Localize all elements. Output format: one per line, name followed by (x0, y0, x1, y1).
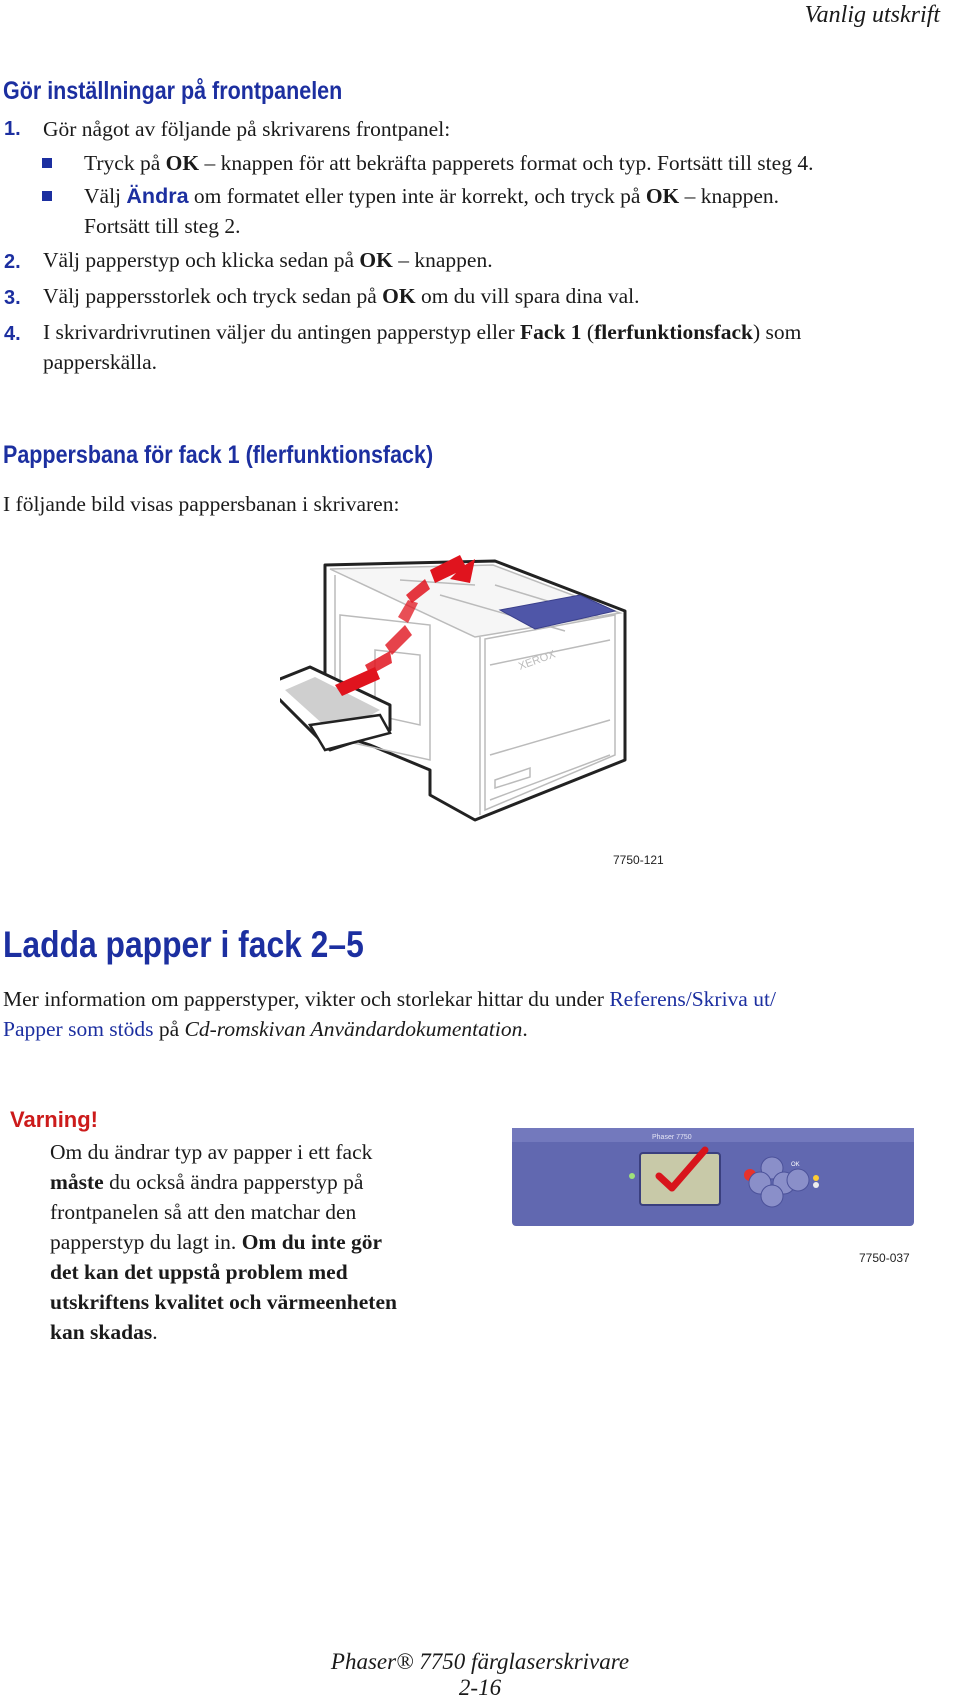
step-text: Välj pappersstorlek och tryck sedan på OK om du vill spara dina val. (43, 284, 640, 308)
panel-brand: Phaser 7750 (652, 1134, 692, 1141)
bullet-text: Tryck på OK – knappen för att bekräfta papperets format och typ. Fortsätt till steg 4. (84, 151, 814, 175)
panel-caption: 7750-037 (859, 1251, 910, 1265)
section-heading-paper-path: Pappersbana för fack 1 (flerfunktionsfack) (3, 441, 434, 469)
bullet-text: Välj Ändra om formatet eller typen inte är korrekt, och tryck på OK – knappen. (84, 184, 779, 208)
frontpanel-steps (0, 114, 960, 404)
step-text: Gör något av följande på skrivarens frontpanel: (43, 117, 451, 141)
step-number: 4. (4, 323, 21, 345)
section-heading-load-paper: Ladda papper i fack 2–5 (3, 924, 364, 965)
bullet-square (42, 191, 52, 201)
xerox-logo-text: XEROX (516, 648, 558, 673)
warning-label: Varning! (10, 1107, 99, 1132)
section-heading-frontpanel: Gör inställningar på frontpanelen (3, 77, 343, 105)
ok-button-icon (787, 1169, 809, 1191)
footer (0, 1649, 960, 1701)
front-panel-illustration (512, 1128, 914, 1226)
load-paper-paragraph: Mer information om papperstyper, vikter och storlekar hittar du under Referens/Skriva ut/ Papper som stöds på Cd-romskivan Användardokumentation. (3, 987, 776, 1041)
warning-text: Om du ändrar typ av papper i ett fack måste du också ändra papperstyp på frontpanelen så att den matchar den papperstyp du lagt in. Om du inte gör det kan det uppstå problem med utskriftens kvalitet och värmeenheten kan skadas. (50, 1140, 397, 1344)
footer-product: Phaser® 7750 färglaserskrivare (330, 1649, 630, 1674)
step-number: 3. (4, 287, 21, 309)
supported-paper-link[interactable]: Papper som stöds (3, 1017, 154, 1041)
page-number: 2-16 (458, 1675, 502, 1700)
printer-paper-path-illustration (280, 555, 680, 875)
running-head: Vanlig utskrift (804, 2, 940, 28)
figure-caption: 7750-121 (613, 853, 664, 867)
bullet-square (42, 158, 52, 168)
paper-path-intro: I följande bild visas pappersbanan i skrivaren: (3, 492, 400, 516)
step-text-continuation: papperskälla. (43, 350, 158, 374)
ready-led (629, 1173, 635, 1179)
ok-label: OK (791, 1162, 800, 1168)
step-text: I skrivardrivrutinen väljer du antingen papperstyp eller Fack 1 (flerfunktionsfack) som (43, 320, 802, 344)
step-number: 2. (4, 251, 21, 273)
reference-link[interactable]: Referens/Skriva ut/ (609, 987, 776, 1011)
bullet-text-continuation: Fortsätt till steg 2. (84, 214, 241, 238)
step-number: 1. (4, 118, 21, 140)
step-text: Välj papperstyp och klicka sedan på OK – knappen. (43, 248, 493, 272)
